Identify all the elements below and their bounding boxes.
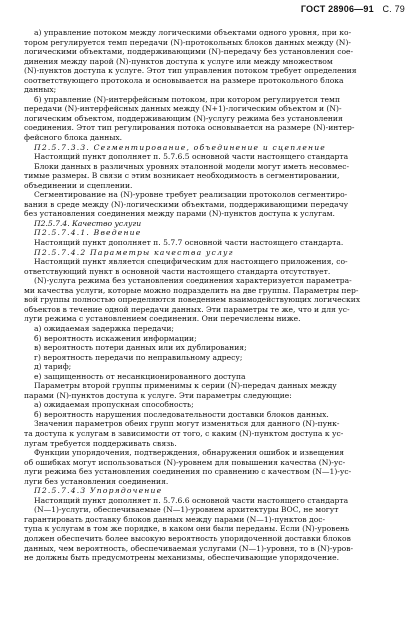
text-line: б) вероятность нарушения последовательности доставки блоков данных. xyxy=(34,409,329,419)
text-line: тимые размеры. В связи с этим возникает необходимость в сегментировании, xyxy=(24,171,340,181)
text-line: е) защищенность от несанкционированного доступа xyxy=(34,371,246,381)
text-line: объединении и сцеплении. xyxy=(24,180,133,190)
page-header xyxy=(301,4,405,14)
text-line: Настоящий пункт является специфическим для настоящего приложения, со- xyxy=(34,257,348,267)
text-line: тором регулируется темп передачи (N)-протокольных блоков данных между (N)- xyxy=(24,37,351,47)
text-line: П2.5.7.4.2 Параметры качества услуг xyxy=(34,247,234,257)
page-number: С. 79 xyxy=(382,4,405,14)
document-body xyxy=(24,28,400,563)
text-line: Параметры второй группы применимы к серии (N)-передач данных между xyxy=(34,381,337,391)
text-line: луги режима с установлением соединения. Они перечислены ниже. xyxy=(24,314,301,324)
text-line: а) управление потоком между логическими объектами одного уровня, при ко- xyxy=(34,28,352,37)
text-line: передачи (N)-интерфейсных данных между (N+1)-логическим объектом и (N)- xyxy=(24,104,342,114)
text-line: объектов в течение одной передачи данных. Эти параметры те же, что и для ус- xyxy=(24,304,350,314)
text-line: гарантировать доставку блоков данных между парами (N—1)-пунктов дос- xyxy=(24,514,326,524)
text-line: об ошибках могут использоваться (N)-уровнем для повышения качества (N)-ус- xyxy=(24,457,346,467)
text-line: Настоящий пункт дополняет п. 5.7.6.5 основной части настоящего стандарта xyxy=(34,152,349,162)
text-line: в) вероятность потери данных или их дублирования; xyxy=(34,343,247,353)
standard-number: ГОСТ 28906—91 xyxy=(300,4,374,14)
text-line: (N)-услуга режима без установления соединения характеризуется параметра- xyxy=(34,276,352,286)
text-line: соответствующего протокола и основывается на размере протокольного блока xyxy=(24,75,344,85)
text-line: а) ожидаемая задержка передачи; xyxy=(34,323,174,333)
text-line: динения между парой (N)-пунктов доступа к услуге или между множеством xyxy=(24,56,333,66)
text-line: та доступа к услугам в зависимости от того, с каким (N)-пунктом доступа к ус- xyxy=(24,428,344,438)
text-line: Настоящий пункт дополняет п. 5.7.6.6 основной части настоящего стандарта xyxy=(34,495,349,505)
text-line: П2.5.7.4.1. Введение xyxy=(34,228,142,238)
text-line: П2.5.7.3.3. Сегментирование, объединение и сцепление xyxy=(34,142,326,152)
text-line: без установления соединения между парами (N)-пунктов доступа к услугам. xyxy=(24,209,335,219)
text-line: должен обеспечить более высокую вероятность упорядоченной доставки блоков xyxy=(24,533,351,543)
text-line: г) вероятность передачи по неправильному адресу; xyxy=(34,352,243,362)
text-line: Значения параметров обеих групп могут изменяться для данного (N)-пунк- xyxy=(34,419,340,429)
text-line: лугам требуется поддерживать связь. xyxy=(24,438,177,448)
text-line: вой группы полностью определяются поведением взаимодействующих логических xyxy=(24,295,361,305)
text-line: П2.5.7.4. Качество услуги xyxy=(34,218,142,228)
text-line: Настоящий пункт дополняет п. 5.7.7 основной части настоящего стандарта. xyxy=(34,238,344,248)
text-line: вания в среде между (N)-логическими объектами, поддерживающими передачу xyxy=(24,199,349,209)
text-line: луги без установления соединения. xyxy=(24,476,169,486)
text-line: а) ожидаемая пропускная способность; xyxy=(34,400,194,410)
text-line: б) вероятность искажения информации; xyxy=(34,333,197,343)
text-line: Функции упорядочения, подтверждения, обнаружения ошибок и извещения xyxy=(34,448,345,458)
text-line: ответствующий пункт в основной части настоящего стандарта отсутствует. xyxy=(24,266,331,276)
text-line: д) тариф; xyxy=(34,362,72,372)
text-line: Блоки данных в различных уровнях эталонной модели могут иметь несовмес- xyxy=(34,161,350,171)
text-line: б) управление (N)-интерфейсным потоком, при котором регулируется темп xyxy=(34,94,341,104)
text-line: данных, чем вероятность, обеспечиваемая услугами (N—1)-уровня, то в (N)-уров- xyxy=(24,543,354,553)
text-line: логическим объектом, поддерживающим (N)-услугу режима без установления xyxy=(24,113,343,123)
text-line: ми качества услуги, которые можно подразделить на две группы. Параметры пер- xyxy=(24,285,359,295)
text-line: не должны быть предусмотрены механизмы, обеспечивающие упорядочение. xyxy=(24,553,340,563)
text-line: Сегментирование на (N)-уровне требует реализации протоколов сегментиро- xyxy=(34,190,348,200)
text-line: данных; xyxy=(24,85,57,95)
text-line: тупа к услугам в том же порядке, в каком они были переданы. Если (N)-уровень xyxy=(24,524,350,534)
text-line: (N—1)-услуги, обеспечиваемые (N—1)-уровнем архитектуры ВОС, не могут xyxy=(34,505,339,515)
text-line: логическими объектами, поддерживающими (N)-передачу без установления сое- xyxy=(24,47,354,57)
text-line: (N)-пунктов доступа к услуге. Этот тип управления потоком требует определения xyxy=(24,66,357,76)
text-line: П2.5.7.4.3 Упорядочение xyxy=(34,486,163,496)
text-line: фейсного блока данных. xyxy=(24,133,123,143)
text-line: парами (N)-пунктов доступа к услуге. Эти параметры следующие: xyxy=(24,390,292,400)
text-line: луги режима без установления соединения по сравнению с качеством (N—1)-ус- xyxy=(24,467,352,477)
text-line: соединения. Этот тип регулирования потока основывается на размере (N)-интер- xyxy=(24,123,355,133)
